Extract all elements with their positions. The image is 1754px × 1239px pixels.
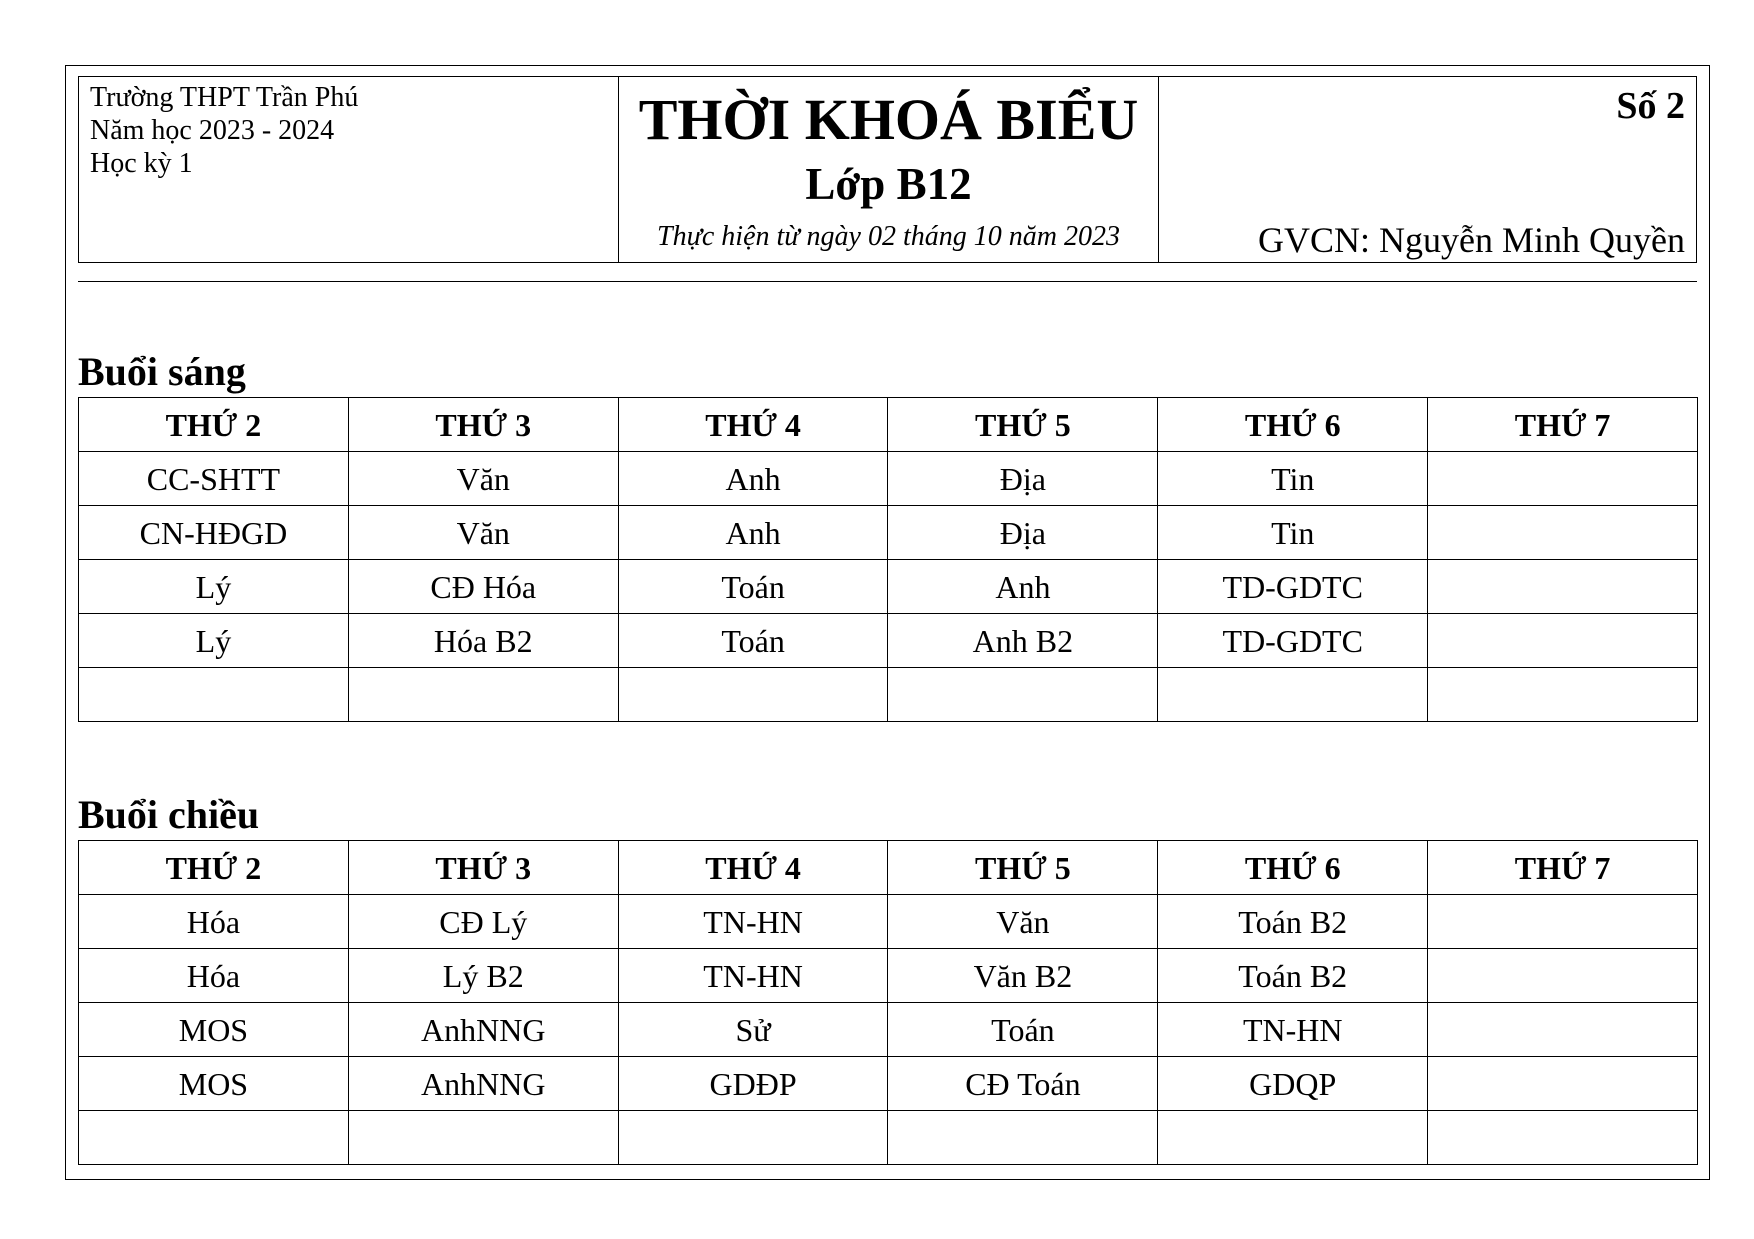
lesson-cell: Hóa xyxy=(79,895,349,949)
table-row xyxy=(79,560,1698,614)
title-block xyxy=(619,77,1159,262)
school-info xyxy=(79,77,619,262)
lesson-cell: CC-SHTT xyxy=(79,452,349,506)
school-year: Năm học 2023 - 2024 xyxy=(90,115,335,146)
lesson-cell xyxy=(1428,1057,1698,1111)
table-header-row xyxy=(79,841,1698,895)
lesson-cell xyxy=(1428,668,1698,722)
lesson-cell xyxy=(1158,1111,1428,1165)
school-name: Trường THPT Trần Phú xyxy=(90,82,359,113)
lesson-cell xyxy=(348,1111,618,1165)
lesson-cell: TD-GDTC xyxy=(1158,614,1428,668)
homeroom-teacher: GVCN: Nguyễn Minh Quyền xyxy=(1258,220,1685,260)
lesson-cell xyxy=(1428,614,1698,668)
morning-session-title: Buổi sáng xyxy=(78,349,246,394)
lesson-cell: Sử xyxy=(618,1003,888,1057)
morning-schedule-table xyxy=(78,397,1698,722)
lesson-cell: GDĐP xyxy=(618,1057,888,1111)
lesson-cell: Anh xyxy=(618,506,888,560)
lesson-cell xyxy=(1428,949,1698,1003)
lesson-cell: TD-GDTC xyxy=(1158,560,1428,614)
table-header-row xyxy=(79,398,1698,452)
lesson-cell: Anh B2 xyxy=(888,614,1158,668)
lesson-cell: Văn xyxy=(888,895,1158,949)
lesson-cell xyxy=(1428,560,1698,614)
lesson-cell xyxy=(1158,668,1428,722)
day-header: THỨ 2 xyxy=(79,398,349,452)
lesson-cell xyxy=(618,1111,888,1165)
lesson-cell: Toán xyxy=(618,614,888,668)
document-number: Số 2 xyxy=(1616,85,1685,127)
lesson-cell: TN-HN xyxy=(618,895,888,949)
class-name: Lớp B12 xyxy=(805,159,972,209)
lesson-cell xyxy=(79,668,349,722)
table-row xyxy=(79,895,1698,949)
table-row xyxy=(79,614,1698,668)
day-header: THỨ 5 xyxy=(888,841,1158,895)
lesson-cell: AnhNNG xyxy=(348,1057,618,1111)
lesson-cell xyxy=(79,1111,349,1165)
day-header: THỨ 6 xyxy=(1158,841,1428,895)
day-header: THỨ 3 xyxy=(348,398,618,452)
day-header: THỨ 5 xyxy=(888,398,1158,452)
day-header: THỨ 4 xyxy=(618,398,888,452)
lesson-cell: MOS xyxy=(79,1003,349,1057)
lesson-cell: Toán xyxy=(888,1003,1158,1057)
lesson-cell: Hóa B2 xyxy=(348,614,618,668)
lesson-cell: MOS xyxy=(79,1057,349,1111)
afternoon-session-title: Buổi chiều xyxy=(78,792,260,837)
lesson-cell: Toán B2 xyxy=(1158,949,1428,1003)
lesson-cell: CĐ Hóa xyxy=(348,560,618,614)
table-row xyxy=(79,1003,1698,1057)
document-title: THỜI KHOÁ BIỂU xyxy=(638,87,1139,152)
lesson-cell xyxy=(888,1111,1158,1165)
lesson-cell xyxy=(1428,1003,1698,1057)
day-header: THỨ 7 xyxy=(1428,398,1698,452)
table-row xyxy=(79,668,1698,722)
lesson-cell: Văn xyxy=(348,506,618,560)
lesson-cell: Lý xyxy=(79,614,349,668)
lesson-cell: Văn B2 xyxy=(888,949,1158,1003)
divider xyxy=(78,281,1697,282)
table-row xyxy=(79,1111,1698,1165)
table-row xyxy=(79,949,1698,1003)
lesson-cell: Anh xyxy=(888,560,1158,614)
lesson-cell: Lý B2 xyxy=(348,949,618,1003)
lesson-cell xyxy=(1428,1111,1698,1165)
lesson-cell: Tin xyxy=(1158,452,1428,506)
lesson-cell: CĐ Lý xyxy=(348,895,618,949)
afternoon-schedule-table xyxy=(78,840,1698,1165)
lesson-cell: CN-HĐGD xyxy=(79,506,349,560)
lesson-cell: Văn xyxy=(348,452,618,506)
lesson-cell: GDQP xyxy=(1158,1057,1428,1111)
lesson-cell: CĐ Toán xyxy=(888,1057,1158,1111)
lesson-cell: Toán B2 xyxy=(1158,895,1428,949)
document-meta xyxy=(1159,77,1696,262)
lesson-cell xyxy=(618,668,888,722)
lesson-cell: Hóa xyxy=(79,949,349,1003)
lesson-cell: Toán xyxy=(618,560,888,614)
lesson-cell: AnhNNG xyxy=(348,1003,618,1057)
lesson-cell: Tin xyxy=(1158,506,1428,560)
day-header: THỨ 6 xyxy=(1158,398,1428,452)
lesson-cell: Lý xyxy=(79,560,349,614)
lesson-cell: Địa xyxy=(888,452,1158,506)
day-header: THỨ 7 xyxy=(1428,841,1698,895)
lesson-cell xyxy=(348,668,618,722)
day-header: THỨ 2 xyxy=(79,841,349,895)
document-header xyxy=(78,76,1697,263)
semester: Học kỳ 1 xyxy=(90,148,193,179)
table-row xyxy=(79,506,1698,560)
lesson-cell: Anh xyxy=(618,452,888,506)
lesson-cell: Địa xyxy=(888,506,1158,560)
day-header: THỨ 4 xyxy=(618,841,888,895)
day-header: THỨ 3 xyxy=(348,841,618,895)
table-row xyxy=(79,1057,1698,1111)
lesson-cell xyxy=(1428,506,1698,560)
lesson-cell xyxy=(1428,452,1698,506)
lesson-cell xyxy=(888,668,1158,722)
lesson-cell xyxy=(1428,895,1698,949)
lesson-cell: TN-HN xyxy=(1158,1003,1428,1057)
effective-date: Thực hiện từ ngày 02 tháng 10 năm 2023 xyxy=(657,221,1120,252)
table-row xyxy=(79,452,1698,506)
lesson-cell: TN-HN xyxy=(618,949,888,1003)
